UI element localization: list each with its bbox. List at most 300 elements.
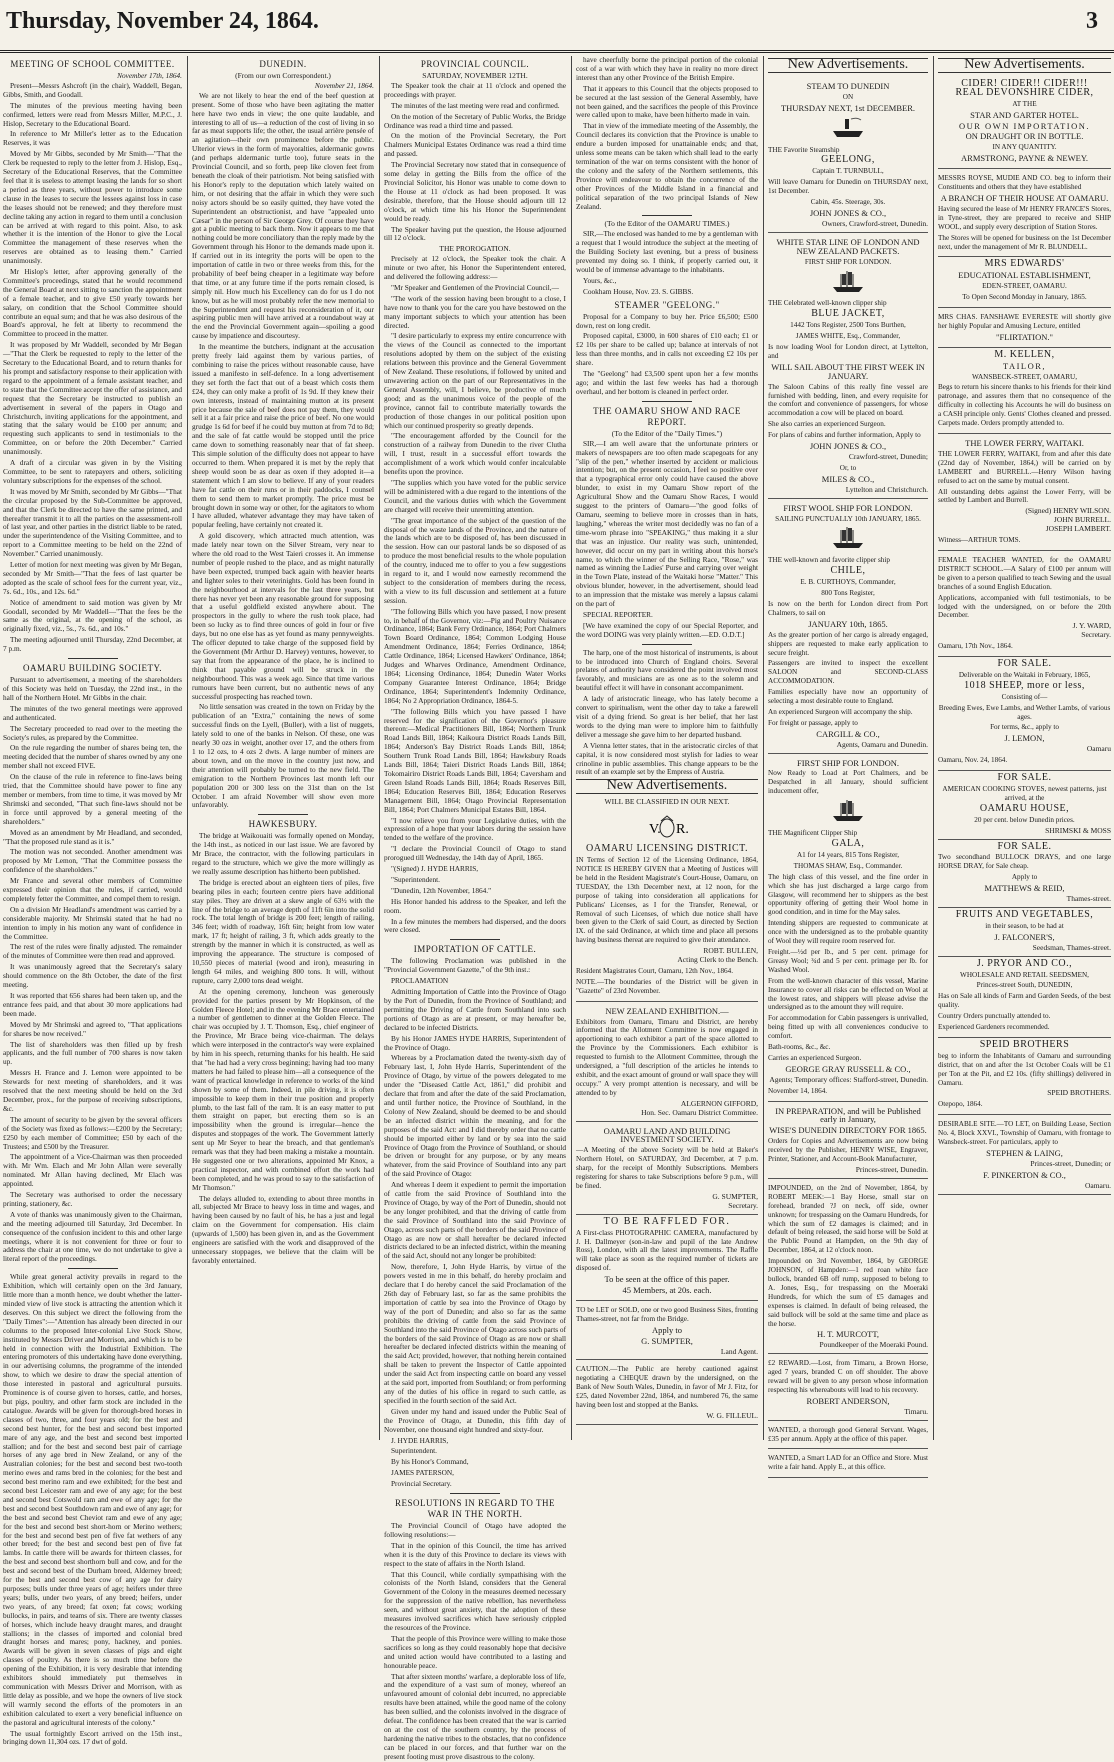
paragraph: SIR,—The enclosed was handed to me by a gentleman with a request that I would introduce the subject at the meeting of the Building Society last evening, but a press of business prevented my doing so. I think, if properly carried out, it would be of immense advantage to the inhabitants. [576,229,758,274]
paragraph: Cookham House, Nov. 23. S. GIBBS. [583,286,694,296]
fruits-sign: J. FALCONER'S, [994,931,1055,942]
land-society-sign: G. SUMPTER, [712,1191,758,1201]
new-advertisements-heading: New Advertisements. [938,58,1111,73]
dunedin-date: November 21, 1864. [314,80,374,90]
issue-date: Thursday, November 24, 1864. [6,8,319,34]
paragraph: The "Geelong" had £3,500 spent upon her a few months ago; and within the last few weeks has had a thorough overhaul, and her bottom is cleaned in perfect order. [576,369,758,396]
paragraph: have cheerfully borne the principal portion of the colonial cost of a war with which they have in reality no more direct interest than any other Province of the British Empire. [576,55,758,82]
site-ad [938,1115,1111,1194]
site-body: DESIRABLE SITE.—TO LET, on Building Lease, Section No. 4, Block XXVI., Township of Oamaru, with frontage to Wansbeck-street. For particulars, apply to [938,1120,1111,1147]
wool-ship-sub: SAILING PUNCTUALLY 10th JANUARY, 1865. [775,514,921,523]
royse-body: MESSRS ROYSE, MUDIE AND CO. beg to inform their Constituents and others that they have established [938,174,1111,192]
steam-on: ON [842,92,854,101]
paragraph: Precisely at 12 o'clock, the Speaker took the chair. A minute or two after, his Honor the Superintendent entered, and delivered the following address:— [384,254,566,282]
white-star-title: WHITE STAR LINE OF LONDON AND NEW ZEALAND PACKETS. [776,236,920,256]
speid-sign: SPEID BROTHERS. [1047,1088,1111,1098]
paragraph: PROCLAMATION [391,976,449,986]
divider [450,1493,500,1494]
wool-ship-title: FIRST WOOL SHIP FOR LONDON. [783,502,913,513]
paragraph: That the people of this Province were willing to make those sacrifices so long as they could reasonably hope that decisive and united action would have contributed to a lasting and honourable peace. [384,1633,566,1670]
drays-sale-place: Thames-street. [1066,894,1111,904]
paragraph: "Mr Speaker and Gentlemen of the Provincial Council,— [391,282,559,292]
column-rule [379,56,380,1440]
stoves-sale-sign: SHRIMSKI & MOSS [1045,825,1111,835]
white-star-body-5: For plans of cabins and further information, Apply to [768,431,921,440]
paragraph: By his Honor JAMES HYDE HARRIS, Superintendent of the Province of Otago. [384,1033,566,1052]
gala-body-7: For accommodation for Cabin passengers is unrivalled, being fitted up with all conveniences conducive to comfort. [768,1014,928,1041]
gala-date: November 14, 1864. [768,1086,828,1095]
impounded-sign: H. T. MURCOTT, [816,1329,880,1340]
speid-title: SPEID BROTHERS [979,1038,1070,1050]
paragraph: Proposed capital, £3000, in 600 shares of £10 each; £1 or £2 10s per share to be called up; balance at intervals of not less than three months, and in calls not exceeding £2 10s per share. [576,331,758,368]
column-5 [765,56,931,1472]
raffle-ad [576,1215,758,1301]
paragraph: Provincial Secretary. [391,1479,452,1489]
cider-importation: OUR OWN IMPORTATION. [958,120,1091,131]
sheep-sale-body-3: Breeding Ewes, Ewe Lambs, and Wether Lambs, of various ages. [938,703,1111,721]
paragraph: By his Honor's Command, [391,1457,469,1467]
land-society-title: OAMARU LAND AND BUILDING INVESTMENT SOCIETY. [603,1125,731,1145]
royal-crest-icon [647,813,687,843]
ferry-body: THE LOWER FERRY, WAITAKI, from and after this date (22nd day of November, 1864,) will be carried on by LAMBERT and BURRELL.—Henry Wilson having refused to act on the same by mutual consent. [938,449,1111,485]
pryor-body: Has on Sale all kinds of Farm and Garden Seeds, of the best quality. [938,992,1111,1010]
fruits-ad [938,908,1111,957]
letter-head: (To the Editor of the OAMARU TIMES.) [604,219,730,229]
licensing-sign-title: Acting Clerk to the Bench. [677,955,758,965]
paragraph: A vote of thanks was unanimously given to the Chairman, and the meeting adjourned till Saturday, 3rd December. In consequence of the confusion incident to this and other large meetings, where it is not convenient for three or four to address the chair at one time, we do not undertake to give a literal report of the proceedings. [3,1209,182,1264]
cider-at: AT THE [1012,99,1037,108]
evereste-ad [938,308,1111,348]
caution-body: CAUTION.—The Public are hereby cautioned against negotiating a CHEQUE drawn by the undersigned, on the Bank of New South Wales, Dunedin, in favor of Mr J. Fitz, for £25, dated November 22nd, 1864, and numbered 76, the same having been lost and stopped at the Banks. [576,1365,758,1410]
paragraph: The Secretary proceeded to read over to the meeting the Society's rules, as prepared by the Committee. [3,723,182,742]
paragraph: That it appears to this Council that the objects proposed to be secured at the last session of the General Assembly, have not been gained, and the sacrifices the people of this Province were called upon to make, have been hitherto made in vain. [576,83,758,120]
land-society-sign-title: Secretary. [728,1200,758,1210]
paragraph: Mr Hislop's letter, after approving generally of the Committee's proceedings, stated that he would recommend the General Board at next sitting to sanction the appointment of a female teacher, and to give £50 yearly towards her salary, on condition that the School Committee should contribute an equal sum; and that he was also desirous of the Board's approval, he felt at liberty to recommend the Committee to proceed in the matter. [3,267,182,339]
divider [68,658,118,659]
provincial-council-body [384,82,566,243]
directory-sub: WISE'S DUNEDIN DIRECTORY FOR 1865. [769,1125,927,1136]
white-star-sub: FIRST SHIP FOR LONDON. [804,257,892,266]
gala-agent-2: Agents; Temporary offices: Stafford-street, Dunedin. [769,1074,928,1084]
cider-head: REAL DEVONSHIRE CIDER, [955,86,1094,98]
wool-ship-agent: CARGILL & CO., [816,728,880,739]
paragraph: A lady of aristocratic lineage, who has lately become a convert to spiritualism, went the other day to take a farewell visit of a dying friend. So great is her belief, that her last words to the dying man were to implore him to faithfully deliver a message she gave him to her departed husband. [576,694,758,739]
gala-title: FIRST SHIP FOR LONDON. [796,757,900,768]
divider [258,814,308,815]
wanted-servant-ad [768,1421,928,1450]
stoves-sale-title: FOR SALE. [997,772,1052,784]
wool-ship-body-4: Passengers are invited to inspect the excellent SALOON and SECOND-CLASS ACCOMMODATION. [768,659,928,686]
drays-sale-sign: MATTHEWS & REID, [984,883,1065,894]
paragraph: The meeting adjourned until Thursday, 22nd December, at 7 p.m. [3,635,182,654]
war-resolutions-body [384,1522,566,1762]
wool-ship-date: JANUARY 10th, 1865. [808,618,888,629]
royse-body-2: Having secured the lease of Mr HENRY FRANCE'S Stores, in Tyne-street, they are prepared to receive and SHIP WOOL, and supply every description of Station Stores. [938,204,1111,231]
steam-captain: Captain T. TURNBULL, [812,167,884,176]
white-star-or: Or, to [839,463,857,472]
kellen-ad [938,348,1111,434]
paragraph: The following Proclamation was published in the "Provincial Government Gazette," of the 9th inst.: [384,956,566,975]
provincial-council-date: SATURDAY, NOVEMBER 12TH. [422,71,528,80]
cider-quantity: IN ANY QUANTITY. [992,143,1057,152]
wool-ship-name: CHILE, [830,565,866,577]
drays-sale-ad [938,840,1111,908]
column-rule [571,56,572,1440]
gala-ship-name: GALA, [831,838,865,849]
paragraph: In reference to Mr Miller's letter as to the Education Reserves, it was [3,129,182,148]
paragraph: Yours, &c., [583,275,617,285]
wanted-servant-body: WANTED, a thorough good General Servant. Wages, £35 per annum. Apply at the office of this paper. [768,1425,928,1443]
school-committee-title: MEETING OF SCHOOL COMMITTEE. [10,59,175,69]
paragraph: Moved as an amendment by Mr Headland, and seconded, "That the proposed rule stand as it is." [3,827,182,846]
hawkesbury-title: HAWKESBURY. [248,819,318,830]
steamship-icon [831,115,865,141]
white-star-agent: JOHN JONES & CO., [809,441,887,452]
to-let-sign: G. SUMPTER, [641,1335,693,1346]
pryor-ad [938,957,1111,1038]
white-star-agent-3: MILES & CO., [821,473,875,484]
paragraph: "The encouragement afforded by the Council for the construction of a railway from Dunedin to the river Clutha will, I trust, result in a successful effort towards the accomplishment of a work which would confer incalculable benefits upon the province. [384,431,566,477]
paragraph: Superintendent. [391,1446,438,1456]
fruits-place: Seedsman, Thames-street. [1032,942,1111,952]
kellen-sub: TAILOR, [1002,360,1047,371]
sailing-ship-icon [831,269,865,295]
paragraph: The amount of security to be given by the several officers of the Society was fixed as follows:—£200 by the Secretary; £250 by each member of Committee; £50 by each of the Trustees; and £500 by the Treasurer. [3,1114,182,1151]
cattle-body [384,957,566,1489]
teacher-ad [938,551,1111,657]
gala-cmd: THOMAS SHAW, Esq., Commander. [793,861,903,870]
provincial-council-title: PROVINCIAL COUNCIL. [420,59,530,69]
paragraph: At the opening ceremony, luncheon was generously provided for the parties present by Mr Hopkinson, of the Golden Fleece Hotel; and in the evening Mr Brace entertained a number of gentlemen to dinner at the Golden Fleece. The chair was occupied by J. T. Thomson, Esq., chief engineer of the Province, Mr Brace being vice-chairman. The delays which were interposed in the contractor's way were explained by him in his speech, returning thanks for his health. He said that "he had had a very cross beginning; having had too many matters he had failed to please him—all a consequence of the want of practical knowledge in reference to works of the kind shown by some of them. Indeed, in pile driving, it is often impossible to keep them in their true position and properly plumb, to the last fall of the ram. It is an easy matter to put them straight on paper, but erecting them so is an impossibility when the ground is irregular—hence the disputes and stoppages of the work. The Government latterly sent up Mr Seyer to hear the breach, and that gentleman's remark was that they had been making a mistake a mountain. He suggested one or two alterations, appointed Mr Knox, a practical inspector, and with combined effort the work had been completed, and he was proud to say to the satisfaction of Mr Thomson." [192,986,374,1192]
licensing-note: NOTE.—The boundaries of the District will be given in "Gazette" of 23rd November. [576,977,758,995]
white-star-body-1: THE Celebrated well-known clipper ship [768,299,887,308]
paragraph: In a few minutes the members had dispersed, and the doors were closed. [384,916,566,935]
teacher-body-2: Applications, accompanied with full testimonials, to be lodged with the undersigned, on or before the 20th December. [938,593,1111,620]
paragraph: Whereas by a Proclamation dated the twenty-sixth day of February last, I, John Hyde Harris, Superintendent of the Province of Otago, by virtue of the powers delegated to me under the "Diseased Cattle Act, 1861," did prohibit and declare that from and after the date of the said Proclamation, and until further notice, the Province of Southland, in the Colony of New Zealand, should be deemed to be and should be an infected district within the meaning, and for the purposes of the said Act: and I did thereby order that no cattle should be imported either by land or by sea into the said Province of Otago from the Province of Southland, or should be driven or brought for any purpose, or by any means whatever, from the said Province of Southland into any part of the said Province of Otago: [384,1053,566,1179]
wool-ship-agent-2: Agents, Oamaru and Dunedin. [836,739,928,749]
paragraph: It was reported that 656 shares had been taken up, and the entrance fees paid, and that about 30 more applications had been made. [3,991,182,1018]
site-sign: STEPHEN & LAING, [986,1148,1063,1158]
paragraph: Now, therefore, I, John Hyde Harris, by virtue of the powers vested in me in this behalf, do hereby proclaim and declare that I do hereby cancel the said Proclamation of the 26th day of February last, so far as the same prohibits the importation of cattle by sea into the Province of Otago by way of the port of Dunedin; and also so far as the same prohibits the driving of cattle from the said Province of Southland into the said Province of Otago across such parts of the borders of the said Province of Otago as are now or shall hereafter be declared infected districts within the meaning of the said Act; provided, however, that nothing herein contained shall be taken to prevent the Inspector of Cattle appointed under the said Act from inspecting cattle on board any vessel at the said port, imported from Southland; or from performing any of the duties of his office in regard to such cattle, as specified in the fourth section of the said Act. [384,1262,566,1405]
steam-owner: JOHN JONES & CO., [809,207,887,218]
sheep-sale-ad [938,657,1111,771]
caution-sign: W. G. FILLEUL. [706,1411,758,1420]
paragraph: Admitting Importation of Cattle into the Province of Otago by the Port of Dunedin, from the Province of Southland; and permitting the Driving of Cattle from Southland into such portions of Otago as are at present, or may hereafter be, declared to be infected Districts. [384,987,566,1032]
speid-ad [938,1038,1111,1115]
gala-body-4: Intending shippers are requested to communicate at once with the undersigned as to the probable quantity of Wool they will require room reserved for. [768,919,928,946]
wool-ship-body-5: Families especially have now an opportunity of selecting a most desirable route to England. [768,688,928,706]
paragraph: The bridge at Waikouaiti was formally opened on Monday, the 14th inst., as noticed in our last issue. We are favored by Mr Brace, the contractor, with the following particulars in regard to the structure, which we give the more willingly as we really assume description has hitherto been published. [192,831,374,876]
wool-ship-body-3: As the greater portion of her cargo is already engaged, shippers are requested to make early application to secure freight. [768,630,928,657]
to-let-apply: Apply to [652,1324,682,1335]
cattle-title: IMPORTATION OF CATTLE. [413,944,537,955]
gala-body-1: Now Ready to Load at Port Chalmers, and be Despatched in all January, should sufficient inducement offer, [768,769,928,796]
sailing-ship-icon [831,798,865,824]
kellen-place: WANSBECK-STREET, OAMARU, [971,372,1078,381]
war-resolutions-cont [576,56,758,211]
hawkesbury-body [192,832,374,1266]
geelong-title: STEAMER "GEELONG." [614,299,720,310]
wool-ship-body-6: An experienced Surgeon will accompany the ship. [768,707,913,716]
directory-place: Princes-street, Dunedin. [855,1165,928,1174]
paragraph: The usual fortnightly Escort arrived on the 15th inst., bringing down 11,304 ozs. 17 dwt of gold. [3,1728,182,1747]
school-committee-date: November 17th, 1864. [117,71,182,80]
paragraph: "The following Bills which you have passed I have reserved for the signification of the Governor's pleasure thereon:—Medical Practitioners Bill, 1864; Northern Trunk Road Lands Bill, 1864; Kaikoura District Roads Lands Bill, 1864; Anderson's Bay District Roads Lands Bill, 1864; Southern Trunk Road Lands Bill, 1864; Hawksbury Roads Lands Bill, 1864; Taieri District Roads Lands Bill, 1864; Tokomairiro District Roads Lands Bill, 1864; Caversham and Green Island Roads Lands Bill, 1864; Roads Reserves Bill, 1864; Education Reserves Bill, 1864; Education Reserves Management Bill, 1864; Otago Provincial Representation Bill, 1864; Port Chalmers Municipal Estates Bill, 1864. [384,706,566,814]
building-society-title: OAMARU BUILDING SOCIETY. [22,663,163,674]
directory-ad [768,1102,928,1179]
misc-news [576,649,758,778]
paragraph: It was unanimously agreed that the Secretary's salary should commence on the 8th October, the date of the first meeting. [3,962,182,990]
raffle-members: 45 Members, at 20s. each. [622,1285,712,1296]
paragraph: The Speaker having put the question, the House adjourned till 12 o'clock. [384,224,566,243]
column-4 [573,56,761,1440]
paragraph: "I now relieve you from your Legislative duties, with the expression of a hope that your labors during the session have tended to the welfare of the province. [384,815,566,843]
svg-text:V.: V. [649,822,661,838]
royse-ad [938,169,1111,257]
licensing-sign: ROBT. BULLEN, [703,946,758,956]
paragraph: The minutes of the last meeting were read and confirmed. [391,100,560,110]
stoves-sale-ad [938,771,1111,839]
paragraph: Moved by Mr Shrimski and agreed to, "That applications for shares be now received." [3,1019,182,1038]
paragraph: On the rule regarding the number of shares being ten, the meeting decided that the number of shares owned by any one member shall not exceed FIVE. [3,743,182,771]
svg-text:R.: R. [676,822,689,838]
paragraph: The bridge is erected about an eighteen tiers of piles, five bearing piles in each; fourteen centre piers have additional stay piles. They are driven at a skew angle of 63½ with the line of the bridge to an average depth of 11ft 6in into the solid rock. The total length of bridge is 200 feet; length of railing, 346 feet; width of roadway, 16ft 6in; height from low water mark, 17 ft; height of railing, 3 ft, which adds greatly to the strength by the manner in which it is constructed, as well as improving the appearance. The structure is composed of 10,550 pieces of material (wood and iron), measuring in length 64 miles, and weighing 800 tons. It will, without rupture, carry 2,000 tons dead weight. [192,877,374,985]
licensing-body: IN Terms of Section 12 of the Licensing Ordinance, 1864, NOTICE IS HEREBY GIVEN that a Meeting of Justices will be held in the Resident Magistrate's Court-House, Oamaru, on TUESDAY, the 13th December next, at 12 noon, for the purpose of taking into consideration all applications for Publicans' Licenses, as I for the Transfer, Renewal, or Removal of such Licenses, of which due notice shall have been given to the Clerk of said Court, as directed by Section IX. of the said Ordinance, at which time and place all persons having business thereat are required to give their attendance. [576,856,758,945]
paragraph: "Superintendent. [391,874,440,884]
paragraph: The harp, one of the most historical of instruments, is about to be introduced into Church of England choirs. Several prelates of authority have considered the point involved most favorably, and musicians are as one as to the solemn and beautiful effect it will have in consonant accompaniment. [576,647,758,693]
white-star-cmd: JAMES WHITE, Esq., Commander, [795,332,901,341]
paragraph: That after sixteen months' warfare, a deplorable loss of life, and the expenditure of a vast sum of money, whereof an unfavoured amount of colonial debt incurred, no appreciable results have been attained, while the good name of the colony has been sullied, and the colonists involved in the disgrace of defeat. The confidence has been created that the war is carried on at the cost of the southern country, by the process of hardening the native tribes to the obstacles, that no confidence can be placed in our forces, and that further war on the present footing must prove disastrous to the colony. [384,1671,566,1761]
classified-note: WILL BE CLASSIFIED IN OUR NEXT. [604,797,730,807]
speid-place: Otepopo, 1864. [938,1100,983,1109]
fruits-title: FRUITS AND VEGETABLES, [955,908,1094,920]
wool-ship-body-1: THE well-known and favorite clipper ship [768,556,890,565]
paragraph: "I declare the Provincial Council of Otago to stand prorogued till Wednesday, the 14th day of April, 1865. [384,844,566,863]
paragraph: "Dunedin, 12th November, 1864." [391,885,492,895]
pryor-place: Princes-street South, DUNEDIN, [976,981,1073,990]
steam-ad [768,77,928,233]
paragraph: Given under my hand and issued under the Public Seal of the Province of Otago, at Dunedin, this fifth day of November, one thousand eight hundred and sixty-four. [384,1406,566,1434]
paragraph: "The following Bills which you have passed, I now present to, in behalf of the Governor, viz:—Pig and Poultry Nuisance Ordinance, 1864; Bank Ferry Ordinance, 1864; Port Chalmers Town Board Ordinance, 1864; Common Lodging House Amendment Ordinance, 1864; Ferries Ordinance, 1864; Cattle Ordinance, 1864; Licensed Hawkers' Ordinance, 1864; Judges and Wharves Ordinance, Amendment Ordinance, 1864; Licensing Ordinance, 1864; Dunedin Water Works Company Guarantee Interest Ordinance, 1864; Bridge Ordinance, 1864; Superintendent's Indemnity Ordinance, 1864; No 2 Appropriation Ordinance, 1864-5. [384,606,566,705]
fruits-body: in their season, to be had at [985,921,1064,930]
paragraph: [We have examined the copy of our Special Reporter, and the word DOING was very plainly written.—ED. O.D.T.] [576,620,758,639]
edwards-sub: EDUCATIONAL ESTABLISHMENT, [958,270,1091,281]
page-number: 3 [1086,8,1098,34]
paragraph: On the motion of the Secretary of Public Works, the Bridge Ordinance was read a third time and passed. [384,111,566,130]
royse-body-3: The Stores will be opened for business on the 1st December next, under the management of Mr R. BLUNDELL. [938,233,1111,251]
ferry-witness: Witness—ARTHUR TOMS. [938,536,1021,545]
white-star-agent-2: Crawford-street, Dunedin; [848,452,928,461]
wool-ship-body-2: Is now on the berth for London direct from Port Chalmers, to sail on [768,599,928,617]
licensing-title: OAMARU LICENSING DISTRICT. [586,843,748,855]
paragraph: And whereas I deem it expedient to permit the importation of cattle from the said Province of Southland into the Province of Otago, by way of the Port of Dunedin, should not be any longer prohibited, and that the driving of cattle from the said Province of Southland into the said Province of Otago, across such parts of the borders of the said Province of Otago as are now or shall hereafter be declared infected districts declared to be an infected district, within the meaning of the said Act, should not any longer be prohibited: [384,1180,566,1261]
impounded-body: IMPOUNDED, on the 2nd of November, 1864, by ROBERT MEEK:—1 Bay Horse, small star on forehead, branded ?J on neck, off side, owner unknown; for trespassing on the Oamaru Hundreds, for which the sum of £2 damages is claimed; and in default of being released, the said horse will be Sold at the Public Pound at Hampden, on the 9th day of December, 1864, at 12 o'clock noon. [768,1183,928,1255]
stoves-sale-place: OAMARU HOUSE, [979,802,1070,814]
wool-ship-reg: 800 Tons Register, [821,589,875,598]
paragraph: On the clause of the rule in reference to fine-laws being tried, that the Committee should have power to fine any member or members, from time to time, it was moved by Mr Shrimski and seconded, "That such fine-laws should not be in force until approved by a general meeting of the shareholders." [3,772,182,826]
to-let-ad [576,1301,758,1361]
letter-body [576,230,758,296]
column-2 [189,56,377,1440]
column-rule [933,56,934,1440]
paragraph: Pursuant to advertisement, a meeting of the shareholders of this Society was held on Tuesday, the 22nd inst., in the hall of the Northern Hotel. Mr Gibbs in the chair. [3,675,182,702]
live-stock-article [3,1273,182,1747]
prorogation-title: THE PROROGATION. [439,244,511,254]
kellen-title: M. KELLEN, [994,348,1055,360]
sheep-sale-place: Oamaru [1086,744,1111,754]
royse-branch: A BRANCH OF THEIR HOUSE AT OAMARU. [940,192,1109,203]
impounded-ad [768,1179,928,1354]
gala-body-3: The high class of this vessel, and the fine order in which she has just discharged a large cargo from Glasgow, will recommend her to shippers as the best opportunity offering of getting their Wool home in good condition, and in time for the May sales. [768,872,928,917]
paragraph: "(Signed) J. HYDE HARRIS, [391,864,479,874]
exhibition-sign: ALGERNON GIFFORD, [680,1098,758,1108]
teacher-sign: J. Y. WARD, [1072,621,1111,631]
gala-body-2: THE Magnificent Clipper Ship [768,829,858,838]
kellen-body: Begs to return his sincere thanks to his friends for their kind patronage, and assures them that no consequence of the difficulty in collecting his Accounts he will do business on a CASH principle only. Gents' Clothes cleaned and pressed. Carpets made. Orders promptly attended to. [938,383,1111,428]
paragraph: "The supplies which you have voted for the public service will be administered with a due regard to the intentions of the Council, and the various duties with which the Government are charged will receive their unremitting attention. [384,477,566,514]
caution-ad [576,1360,758,1424]
show-report-body [576,440,758,640]
columns [0,55,1114,1761]
ferry-sign-2: JOHN BURRELL. [1053,515,1111,525]
paragraph: The minutes of the two general meetings were approved and authenticated. [3,703,182,722]
paragraph: It was proposed by Mr Waddell, seconded by Mr Began—"That the Clerk be requested to reply to the letter of the Secretary to the Educational Board, and to return thanks for his prompt and satisfactory response to their application with regard to the appointment of a female assistant teacher, and to state that the Committee accept the offer of assistance, and request that the Secretary be instructed to publish an advertisement in several of the papers in Otago and Christchurch, inviting applications for the appointment, and stating that the salary would be £100 per annum; and requesting such applicants to send in testimonials to the Committee, on or before the 20th December." Carried unanimously. [3,340,182,457]
edwards-place: EDEN-STREET, OAMARU. [982,282,1067,291]
edwards-body: To Open Second Monday in January, 1865. [962,293,1087,302]
steam-ship-name: GEELONG, [821,154,875,166]
paragraph: That in the opinion of this Council, the time has arrived when it is the duty of this Province to declare its views with respect to the state of affairs in the North Island. [384,1540,566,1568]
column-6 [935,56,1114,1440]
paragraph: "The great importance of the subject of the question of the disposal of the waste lands of the Province, and the nature of the lands which are to be disposed of, has been discussed in the session. How can our pastoral lands be so disposed of as to produce the most beneficial results to the whole population of the country, induced me to offer to you a few suggestions in regard to it, and I would now earnestly recommend the subject to the consideration of members during the recess, with a view to its full discussion and settlement at a future session. [384,515,566,605]
paragraph: Letter of motion for next meeting was given by Mr Began, seconded by Mr Smith—"That the fees of last quarter be adopted as the scale of school fees for the current year, viz., 7s. 6d., 10s., and 12s. 6d." [3,560,182,596]
paragraph: A Vienna letter states, that in the aristocratic circles of that capital, it is now considered most stylish for ladies to wear crinoline in public assemblies. This change appears to be the result of an example set by the Empress of Austria. [576,740,758,777]
gala-body-8: Bath-rooms, &c., &c. [768,1043,831,1052]
paragraph: The motion was not seconded. Another amendment was proposed by Mr Lemon, "That the Committee possess the confidence of the shareholders." [3,847,182,875]
new-advertisements-heading: New Advertisements. [768,58,928,73]
paragraph: On the motion of the Provincial Secretary, the Port Chalmers Municipal Estates Ordinance was read a third time and passed. [384,131,566,159]
raffle-note: To be seen at the office of this paper. [604,1274,730,1285]
cider-place: STAR AND GARTER HOTEL. [970,109,1079,120]
reward-ad [768,1354,928,1420]
ferry-sign-3: JOSEPH LAMBERT. [1045,524,1111,534]
paragraph: J. HYDE HARRIS, [391,1435,449,1445]
sheep-sale-sign: J. LEMON, [1004,733,1045,744]
wool-ship-cmd: E. B. CURTHOYS, Commander, [800,578,896,587]
site-place: Princes-street, Dunedin; or [1030,1158,1111,1168]
geelong-body [576,313,758,397]
exhibition-sign-title: Hon. Sec. Oamaru District Committee. [641,1107,758,1117]
gala-body-9: Carries an experienced Surgeon. [768,1053,862,1062]
paragraph: A draft of a circular was given in by the Visiting Committee, to be sent to ratepayers and others, soliciting voluntary subscriptions for the expenses of the school. [3,458,182,485]
paragraph: The rest of the rules were finally adjusted. The remainder of the minutes of Committee were then read and approved. [3,942,182,961]
gala-body-5: Freight.—½d per lb., and 5 per cent. primage for Greasy Wool; ¾d and 5 per cent. primage per lb. for Washed Wool. [768,947,928,974]
dunedin-body [192,92,374,811]
site-sign-2: F. PINKERTON & CO., [983,1169,1066,1180]
white-star-ship: BLUE JACKET, [811,308,885,320]
ferry-body-2: All outstanding debts against the Lower Ferry, will be settled by Lambert and Burrell. [938,487,1111,505]
white-star-body-3: The Saloon Cabins of this really fine vessel are furnished with bedding, linen, and every requisite for the comfort and convenience of passengers, for whose accommodation a cow will be placed on board. [768,382,928,418]
paragraph: Proposal for a Company to buy her. Price £6,500; £500 down, rest on long credit. [576,311,758,330]
raffle-title: TO BE RAFFLED FOR. [603,1215,731,1227]
impounded-body-2: Impounded on 3rd November, 1864, by GEORGE JOHNSON, of Hampden:—1 red roan white face bullock, branded 6B off rump, supposed to belong to A. Jones, Esq., for trespassing on the Moeraki Hundreds, for which the sum of £5 damages and expenses is claimed. In default of being released, the said bullock will be sold at the same time and place as the horse. [768,1257,928,1328]
paragraph: It was moved by Mr Smith, seconded by Mr Gibbs—"That the circular proposed by the Sub-Committee be approved, and that the Clerk be directed to have the same printed, and thereafter transmit it to all the parties on the assessment-roll of last year, and other parties in the district liable to be rated, under the superintendence of the Visiting Committee, and to report to a Committee meeting to be held on the 22nd of November." Carried unanimously. [3,486,183,559]
ferry-sign: (Signed) HENRY WILSON. [1025,506,1111,516]
building-society-body [3,676,182,1264]
teacher-body: FEMALE TEACHER WANTED, for the OAMARU DISTRICT SCHOOL.—A Salary of £100 per annum will be given to a person qualified to teach Sewing and the usual branches of a sound English Education. [938,555,1111,591]
wanted-lad-ad [768,1449,928,1478]
white-star-reg: 1442 Tons Register, 2500 Tons Burthen, [790,321,906,330]
paragraph: While great general activity prevails in regard to the Exhibition, which will certainly open on the 3rd January, little more than a month hence, we doubt whether the latter-minded view of live stock is attracting the attention which it deserves. On this subject we direct the following from the "Daily Times":—"Attention has already been directed in our columns to the proposed Inter-colonial Live Stock Show, instituted by Messrs Driver and Morrison, and which is to be held in connection with the Industrial Exhibition. The entering promoters of this undertaking have done everything, in our advertising columns, the programme of the intended show, to which we desire to draw the special attention of those interested in pastoral and agricultural pursuits. Prominence is of course given to horses, cattle, and horses, but pigs, poultry, and other farm stock are included in the catalogue. Awards will be given for thorough-bred horses in classes of two, three, and four years old; for the best and second best hunter, for the best and second best imported mare of any age, and the best and second best imported stallion; and for the best and second best pair of carriage horses of any age bred in New Zealand, or any of the Australian colonies; for the best and second best two-tooth merino ewes and rams bred in the colonies; for the best and second best merino ram and ewe exhibited; for the best and second best Leicester ram and ewe of any age; for the best and second best Cotswold ram and ewe of any age; for the best and second best Southdown ram and ewe of any age; for the best and second best Cheviot ram and ewe of any age; for the best and second best short-horn or Merino wethers; for the best and second best pen of five fat wethers of any other breed; for the best and second best pen of five fat lambs. In cattle there will be awards for thirteen classes, for the best and second best shorthorn bull and cow, and for the best and second best of the Durham breed, Alderney breed; for the best and second best cow of any age for dairy purposes; bulls under three years of age; heifers under three years; bulls, under two years, of any breed; heifers, under two years, of any breed; fat oxen; fat cows; working bullocks, in pairs, and teams of six. There are twenty classes of horses, which include heavy draught mares, and draught stallions; in the classes of imported and colonial bred draught horses and mares; pony, hackney, and ponies. Awards will be given in seven classes of pigs and eight classes of poultry. As there is so much time before the opening of the Exhibition, it is very desirable that intending exhibitors should immediately put themselves in communication with Messrs Driver and Morrison, with as little delay as possible, and we hope the owners of live stock will warmly second the efforts of the promoters in an exhibition calculated to exert a very beneficial influence on the pastoral and agricultural interests of the colony." [3,1272,182,1727]
masthead [0,0,1114,53]
paragraph: The appointment of a Vice-Chairman was then proceeded with. Mr Wm. Elach and Mr John Allan were severally nominated. Mr Allan having declined, Mr Elach was appointed. [3,1152,182,1189]
edwards-title: MRS EDWARDS' [984,258,1065,270]
drays-sale-title: FOR SALE. [997,840,1052,852]
paragraph: Moved by Mr Gibbs, seconded by Mr Smith—"That the Clerk be requested to reply to the letter from J. Hislop, Esq., Secretary of the Educational Reserves, that the Committee feel that it is useless to attempt leasing the lands for so short a period as three years, without power to introduce some clause in the leases to secure the lessees against loss in case the leases should not be renewed; and they therefore must decline taking any action in regard to them until a conclusion can be arrived at with regard to this point. Also, to ask whether it is the intention of the Honor to give the Local Committee the management of these reserves when the reserves are obtained as to leasing them." Carried unanimously. [3,149,182,266]
directory-body: Orders for Copies and Advertisements are now being received by the Publisher, HENRY WISE, Engraver, Printer, Stationer, and Account-Book Manufacturer, [768,1137,928,1164]
pryor-body-2: Country Orders punctually attended to. [938,1012,1051,1021]
land-society-body: —A Meeting of the above Society will be held at Baker's Northern Hotel, on SATURDAY, 3rd December, at 7 p.m. sharp, for the receipt of Monthly Subscriptions. Members registering for shares to take Subscriptions before 9 p.m., will be fined. [576,1146,758,1190]
divider [642,215,692,216]
column-3 [381,56,569,1761]
paragraph: We are not likely to hear the end of the beef question at present. Some of those who have been agitating the matter here have two ends in view; the one quite laudable, and interesting to all of us—a reduction of the cost of living in so far as meat supports life; the other, the usual arrière pensée of an agitation—their own prominence before the public. Ulterior views in the form of mayoralties, aldermanic gowns (and perhaps aldermanic turtle too), future seats in the Provincial Council, and so forth, peep like cloven feet from beneath the cloak of their patriotism. Not being satisfied with his Honor's reply to the deputation which lately waited on him, or not desiring that the affair in which they were such noisy actors should be so easily quitted, they have voted the Superintendent an obstructionist, and have "appealed unto Cæsar" in the person of Sir George Grey. Of course they have got a public meeting to back them. Now it appears to me that nothing could be more conciliatory than the reply made by the Government through his Honor to the demands made upon it. If carried out in its integrity the ports will be open to the importation of cattle in two or three weeks from this, for the probability of beef being cheaper in a legitimate way before that time, or at any future time if the ports remain closed, is simply nil. How much his Excellency can do for us I do not know, but as he will most probably refer the new memorial to the Superintendent and request his reconsideration of it, our aspiring public men will have arrived at a roundabout way at the end the Provincial Government again—spoiling a good cause by impatience and discourtesy. [192,90,374,341]
sheep-sale-sheep: 1018 SHEEP, more or less, [964,679,1085,691]
cider-ad [938,77,1111,169]
land-society-ad [576,1122,758,1215]
teacher-sign-title: Secretary. [1081,630,1111,640]
white-star-ad [768,233,928,499]
column-rule [187,56,188,1440]
paragraph: The Speaker took the chair at 11 o'clock and opened the proceedings with prayer. [384,80,566,99]
gala-body-6: From the well-known character of this vessel, Marine Insurance to cover all risks can be effected on Wool at the lowest rates, and shippers will please advise the undersigned as to the amount they will require. [768,976,928,1012]
paragraph: No little sensation was created in the town on Friday by the publication of an "Extra," containing the news of some successful finds on the Lyell, (Buller), with a list of nuggets, lately sold to one of the banks in Nelson. Of these, one was nearly 30 ozs in weight, another over 17, and the others from 1 to 12 ozs, to 4 ozs 2 dwts. A large number of miners are about town, and on the move in the country just now, and their attention will probably be turned to the new field. The emigration to the Northern Provinces last month left our population 200 or 300 less on the 31st than on the 1st October. I am afraid November will show even more unfavorably. [192,702,374,810]
pryor-title: J. PRYOR AND CO., [976,957,1073,969]
column-1 [0,56,185,1747]
drays-sale-body: Two secondhand BULLOCK DRAYS, and one large HORSE DRAY, for Sale cheap. [938,853,1111,871]
divider [642,644,692,645]
divider [642,401,692,402]
edwards-ad [938,257,1111,308]
wool-ship-body-7: For freight or passage, apply to [768,718,858,727]
paragraph: The Provincial Secretary now stated that in consequence of some delay in getting the Bills from the office of the Provincial Solicitor, his Honor was unable to come down to the House at 11 o'clock as had been proposed. It was desirable, therefore, that the House should adjourn till 12 o'clock, at which time his his Honor the Superintendent would be ready. [384,160,566,223]
paragraph: "I desire particularly to express my entire concurrence with the views of the Council as connected to the important resolutions adopted by them on the subject of the existing relations between this province and the General Government of New Zealand. These resolutions, if followed by united and unwavering action on the part of our Representatives in the General Assembly, will, I believe, be productive of much good; and as the unanimous voice of the people of the province, cannot fail to contribute materially towards the production of those changes in our political position upon which our continued prosperity so greatly depends. [384,331,566,430]
show-report-head: (To the Editor of the "Daily Times.") [611,428,723,438]
paragraph: SPECIAL REPORTER. [583,609,653,619]
white-star-body-2: Is now loading Wool for London direct, at Lyttelton, and [768,343,928,360]
paragraph: The Provincial Council of Otago have adopted the following resolutions:— [384,1521,566,1539]
evereste-body: MRS CHAS. FANSHAWE EVERESTE will shortly give her highly Popular and Amusing Lecture, entitled [938,313,1111,330]
gala-reg: A1 for 14 years, 815 Tons Register, [796,850,900,859]
paragraph: Notice of amendment to said motion was given by Mr Goodall, seconded by Mr Waddell—"That the fees be the same as the original, at the opening of the school, as originally fixed, viz., 5s., 7s. 6d., and 10s." [3,597,182,634]
war-resolutions-title: RESOLUTIONS IN REGARD TO THE WAR IN THE NORTH. [394,1498,555,1520]
paragraph: "The work of the session having been brought to a close, I have now to thank you for the care you have bestowed on the many important subjects to which your attention has been directed. [384,293,566,330]
gala-agent: GEORGE GRAY RUSSELL & CO., [785,1063,911,1074]
licensing-place: Resident Magistrates Court, Oamaru, 12th Nov., 1864. [576,966,734,975]
teacher-date: Oamaru, 17th Nov., 1864. [938,642,1013,651]
steam-title: STEAM TO DUNEDIN [806,80,890,91]
paragraph: The list of shareholders was then filled up by fresh applicants, and the full number of 700 shares is now taken up. [3,1039,182,1067]
cider-title: CIDER! CIDER!! CIDER!!! [961,77,1088,89]
cider-draught: ON DRAUGHT OR IN BOTTLE. [965,131,1084,142]
exhibition-ad [576,1002,758,1122]
paragraph: A gold discovery, which attracted much attention, was made lately near town on the Silver Stream, very near to where the old road to the West Taieri crosses it. An immense number of people rushed to the place, and as might naturally have been expected, trumped back again with heavier hearts and lighter soles to their veterinights. Gold has been found in the neighbourhood at intervals for the last three years, but there has never yet been any reasonable ground for supposing that a useful goldfield existed anywhere about. The prospectors in the gully to where the rush took place, had been so lucky as to find three ounces of gold in four or five days, but no one else has as yet found as many pennyweights. The officer deputed to take charge of the supposed field by the Government (Mr Arthur D. Harvey) ventures, however, to say that from the appearance of the place, he is inclined to think that payable ground will be struck in the neighbourhood. This was a week ago. Since that time various rumours have been current, but no authentic news of any successful prospecting has reached town. [192,531,374,701]
school-committee-body [3,82,182,654]
divider [68,1268,118,1269]
new-advertisements-heading: New Advertisements. [576,779,758,794]
ferry-title: THE LOWER FERRY, WAITAKI. [965,438,1084,448]
gala-ad [768,754,928,1102]
divider [450,939,500,940]
paragraph: On a division Mr Headland's amendment was carried by a considerable majority. Mr Shrimski stated that he had no intention to imply in his motion any want of confidence in the Committee. [3,904,182,941]
